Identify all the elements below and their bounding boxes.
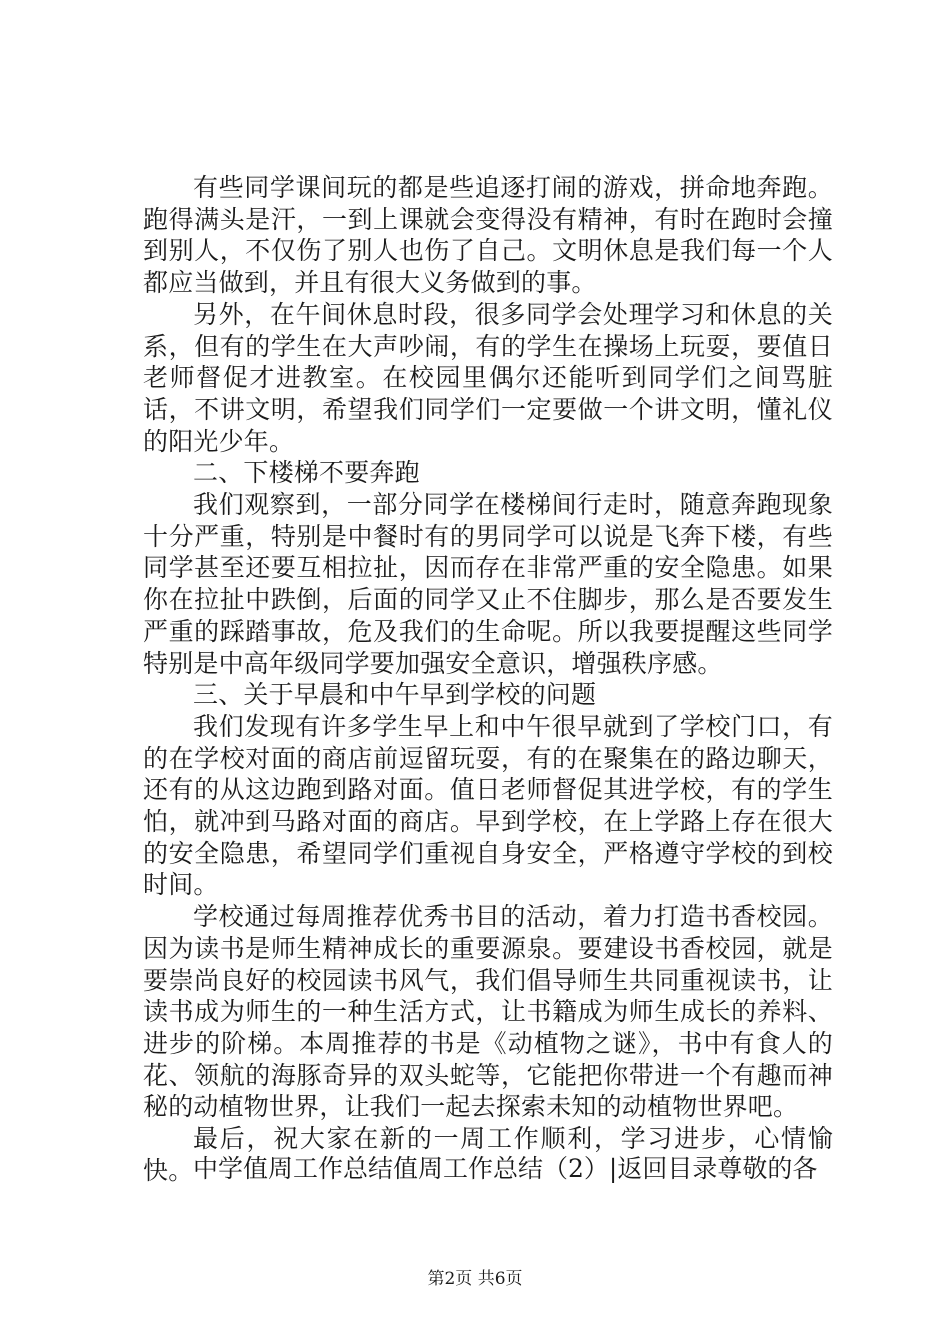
document-body [143, 172, 833, 1187]
section-heading: 三、关于早晨和中午早到学校的问题 [193, 680, 597, 710]
section-heading: 二、下楼梯不要奔跑 [193, 458, 420, 488]
paragraph: 最后，祝大家在新的一周工作顺利，学习进步，心情愉快。 [143, 1124, 833, 1185]
paragraph: 我们观察到，一部分同学在楼梯间行走时，随意奔跑现象十分严重，特别是中餐时有的男同学可以说是飞奔下楼，有些同学甚至还要互相拉扯，因而存在非常严重的安全隐患。如果你在拉扯中跌倒，后面的同学又止不住脚步，那么是否要发生严重的踩踏事故，危及我们的生命呢。所以我要提醒这些同学特别是中高年级同学要加强安全意识，增强秩序感。 [143, 490, 833, 678]
paragraph: 另外，在午间休息时段，很多同学会处理学习和休息的关系，但有的学生在大声吵闹，有的学生在操场上玩耍，要值日老师督促才进教室。在校园里偶尔还能听到同学们之间骂脏话，不讲文明，希望我们同学们一定要做一个讲文明，懂礼仪的阳光少年。 [143, 299, 833, 456]
paragraph: 学校通过每周推荐优秀书目的活动，着力打造书香校园。因为读书是师生精神成长的重要源泉。要建设书香校园，就是要崇尚良好的校园读书风气，我们倡导师生共同重视读书，让读书成为师生的一种生活方式，让书籍成为师生成长的养料、进步的阶梯。本周推荐的书是《动植物之谜》，书中有食人的花、领航的海豚奇异的双头蛇等，它能把你带进一个有趣而神秘的动植物世界，让我们一起去探索未知的动植物世界吧。 [143, 902, 833, 1122]
paragraph: 有些同学课间玩的都是些追逐打闹的游戏，拼命地奔跑。跑得满头是汗，一到上课就会变得没有精神，有时在跑时会撞到别人，不仅伤了别人也伤了自己。文明休息是我们每一个人都应当做到，并且有很大义务做到的事。 [143, 173, 833, 298]
next-section-title: 中学值周工作总结值周工作总结（2）|返回目录尊敬的各 [193, 1154, 818, 1183]
page-number: 第2页 共6页 [427, 1269, 523, 1289]
paragraph: 我们发现有许多学生早上和中午很早就到了学校门口，有的在学校对面的商店前逗留玩耍，有的在聚集在的路边聊天，还有的从这边跑到路对面。值日老师督促其进学校，有的学生怕，就冲到马路对面的商店。早到学校，在上学路上存在很大的安全隐患，希望同学们重视自身安全，严格遵守学校的到校时间。 [143, 711, 833, 900]
